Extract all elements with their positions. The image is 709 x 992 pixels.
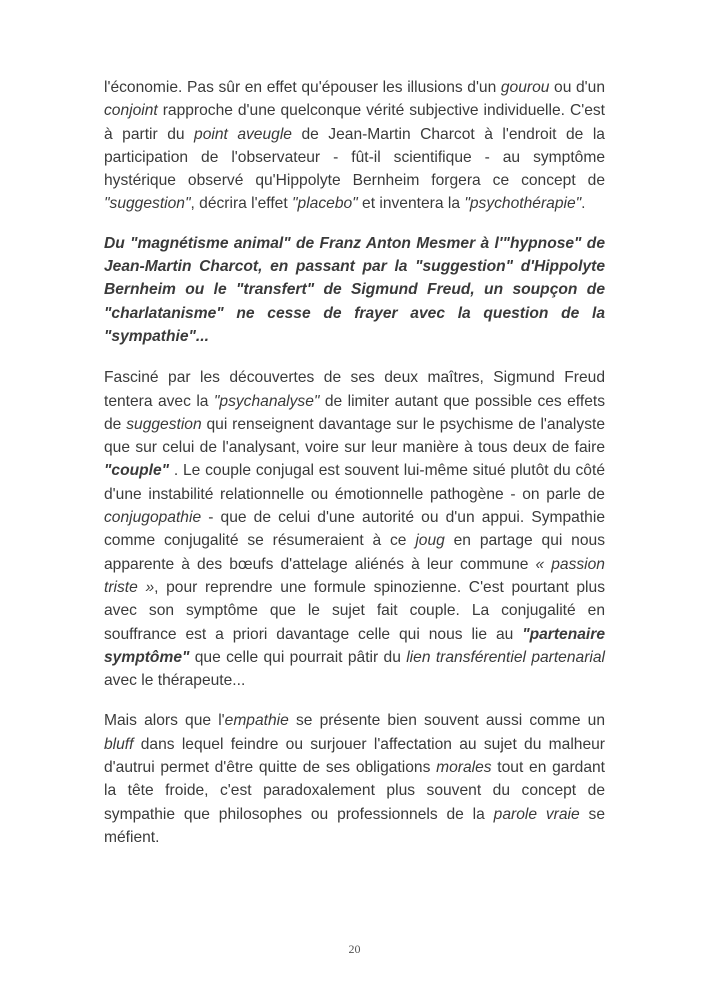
text-run: . Le couple conjugal est souvent lui-même situé plutôt du côté d'une instabilité relationnelle ou émotionnelle pathogène - on parle de <box>104 462 605 503</box>
paragraph-2-bold-italic <box>104 232 605 348</box>
text-run: lien transférentiel partenarial <box>406 648 605 666</box>
text-run: que celle qui pourrait pâtir du <box>189 648 407 666</box>
page-number: 20 <box>348 942 361 956</box>
text-run: "placebo" <box>292 195 358 213</box>
text-run: avec le thérapeute... <box>104 672 246 690</box>
text-run: « passion triste » <box>104 555 605 596</box>
text-run: suggestion <box>126 415 202 433</box>
text-run: de Jean-Martin Charcot à l'endroit de la participation de l'observateur - fût-il scientifique - au symptôme hystérique observé qu'Hippolyte Bernheim forgera ce concept de <box>104 125 605 190</box>
text-run: l'économie. Pas sûr en effet qu'épouser les illusions d'un <box>104 79 501 96</box>
text-run: "suggestion" <box>104 195 191 213</box>
text-run: - que de celui d'une autorité ou d'un appui. Sympathie comme conjugalité se résumeraient à ce <box>104 509 605 550</box>
text-run: , décrira l'effet <box>190 195 292 213</box>
text-run: conjugopathie <box>104 509 202 527</box>
text-run: dans lequel feindre ou surjouer l'affectation au sujet du malheur d'autrui permet d'être quitte de ses obligations <box>104 735 605 777</box>
text-run: se présente bien souvent aussi comme un <box>288 712 605 730</box>
text-run: se méfient. <box>104 805 605 846</box>
text-run: Mais alors que l' <box>104 712 225 730</box>
text-run: parole vraie <box>493 805 580 823</box>
text-run: "psychanalyse" <box>213 392 320 410</box>
text-run: , pour reprendre une formule spinozienne. C'est pourtant plus avec son symptôme que le sujet fait couple. La conjugalité en souffrance est a priori davantage celle qui nous lie au <box>104 578 605 643</box>
text-run: ou d'un <box>549 79 605 96</box>
text-run: qui renseignent davantage sur le psychisme de l'analyste que sur celui de l'analysant, voire sur leur manière à tous deux de faire <box>104 415 605 457</box>
text-run: gourou <box>500 79 550 96</box>
text-run: tout en gardant la tête froide, c'est paradoxalement plus souvent du concept de sympathie que philosophes ou professionnels de la <box>104 759 605 823</box>
text-run: rapproche d'une quelconque vérité subjective individuelle. C'est à partir du <box>104 102 605 143</box>
text-run: empathie <box>224 712 289 730</box>
text-run: bluff <box>104 735 134 753</box>
text-run: "psychothérapie" <box>464 195 582 213</box>
text-run: Du "magnétisme animal" de Franz Anton Mesmer à l'"hypnose" de Jean-Martin Charcot, en passant par la "suggestion" d'Hippolyte Bernheim ou le "transfert" de Sigmund Freud, un soupçon de "charlatanisme" ne cesse de frayer avec la question de la "sympathie"... <box>104 234 605 345</box>
text-run: et inventera la <box>357 195 465 213</box>
text-run: "partenaire symptôme" <box>104 625 605 666</box>
page-body <box>104 76 605 865</box>
text-run: en partage qui nous apparente à des bœufs d'attelage aliénés à leur commune <box>104 532 605 573</box>
text-run: morales <box>436 759 492 777</box>
paragraph-3 <box>104 366 605 692</box>
text-run: point aveugle <box>194 125 292 143</box>
paragraph-1 <box>104 76 605 216</box>
text-run: . <box>581 195 586 213</box>
text-run: Fasciné par les découvertes de ses deux maîtres, Sigmund Freud tentera avec la <box>104 369 605 410</box>
paragraph-4 <box>104 709 605 849</box>
text-run: de limiter autant que possible ces effets de <box>104 392 605 433</box>
text-run: "couple" <box>104 462 170 480</box>
text-run: joug <box>415 532 445 550</box>
text-run: conjoint <box>104 102 158 120</box>
